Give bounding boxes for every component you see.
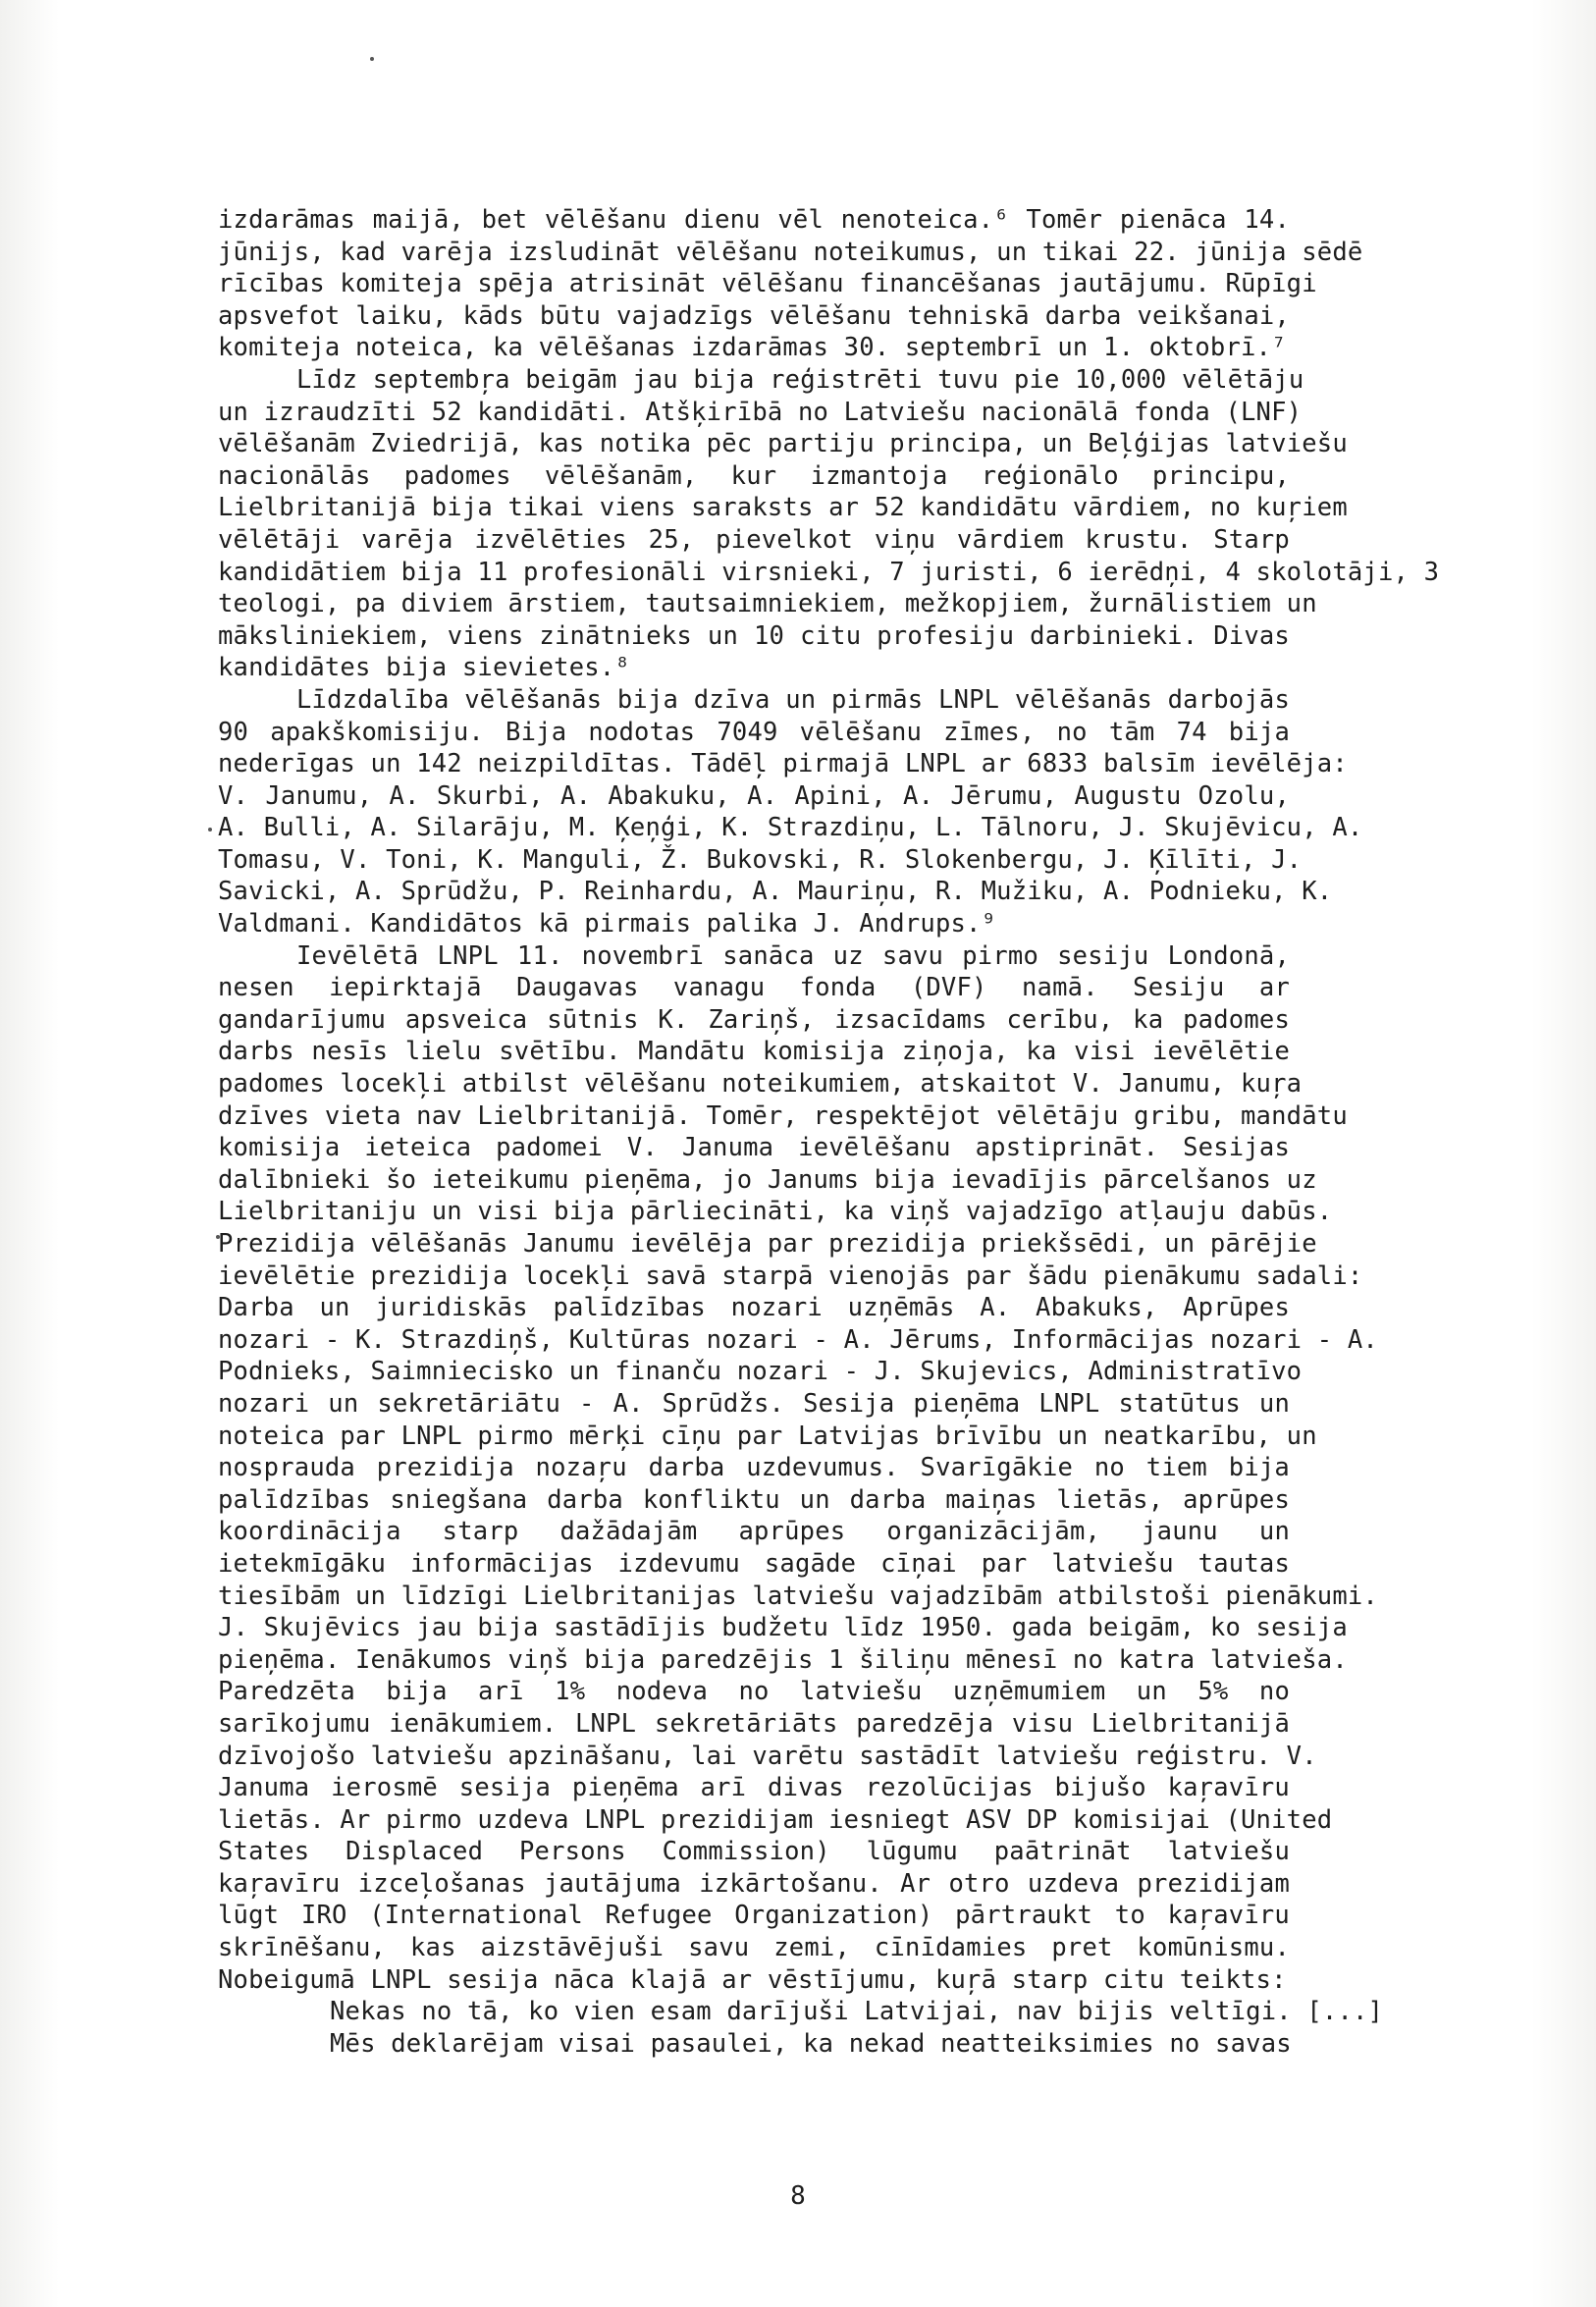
text-line: 90 apakškomisiju. Bija nodotas 7049 vēlēšanu zīmes, no tām 74 bija	[218, 717, 1290, 747]
paragraph	[218, 684, 1363, 940]
text-line: nosprauda prezidija nozaŗu darba uzdevumus. Svarīgākie no tiem bija	[218, 1453, 1290, 1483]
text-line: vēlētāji varēja izvēlēties 25, pievelkot viņu vārdiem krustu. Starp	[218, 524, 1290, 555]
text-line: apsvefot laiku, kāds būtu vajadzīgs vēlēšanu tehniskā darba veikšanai,	[218, 300, 1290, 331]
text-line: gandarījumu apsveica sūtnis K. Zariņš, izsacīdams cerību, ka padomes	[218, 1004, 1290, 1035]
text-line: Līdz septembŗa beigām jau bija reģistrēti tuvu pie 10,000 vēlētāju	[296, 364, 1304, 395]
text-line: Nekas no tā, ko vien esam darījuši Latvijai, nav bijis veltīgi. [...]	[330, 1997, 1384, 2027]
text-line: Lielbritanijā bija tikai viens saraksts ar 52 kandidātu vārdiem, no kuŗiem	[218, 493, 1348, 523]
text-line: tiesībām un līdzīgi Lielbritanijas latviešu vajadzībām atbilstoši pienākumi.	[218, 1581, 1378, 1611]
text-line: Paredzēta bija arī 1% nodeva no latviešu uzņēmumiem un 5% no	[218, 1677, 1290, 1707]
paragraph	[218, 364, 1440, 684]
text-line: lietās. Ar pirmo uzdeva LNPL prezidijam iesniegt ASV DP komisijai (United	[218, 1804, 1333, 1835]
text-line: nozari - K. Strazdiņš, Kultūras nozari - A. Jērums, Informācijas nozari - A.	[218, 1324, 1378, 1355]
text-line: Līdzdalība vēlēšanās bija dzīva un pirmās LNPL vēlēšanās darbojās	[296, 684, 1290, 715]
text-line: padomes locekļi atbilst vēlēšanu noteikumiem, atskaitot V. Janumu, kuŗa	[218, 1069, 1303, 1100]
text-line: Lielbritaniju un visi bija pārliecināti, ka viņš vajadzīgo atļauju dabūs.	[218, 1197, 1333, 1227]
paragraph	[218, 940, 1378, 1997]
text-line: nozari un sekretāriātu - A. Sprūdžs. Sesija pieņēma LNPL statūtus un	[218, 1388, 1290, 1419]
text-line: ievēlētie prezidija locekļi savā starpā vienojās par šādu pienākumu sadali:	[218, 1261, 1363, 1291]
text-line: pieņēma. Ienākumos viņš bija paredzējis 1 šiliņu mēnesī no katra latvieša.	[218, 1644, 1348, 1675]
text-line: Januma ierosmē sesija pieņēma arī divas rezolūcijas bijušo kaŗavīru	[218, 1773, 1290, 1803]
text-line: Mēs deklarējam visai pasaulei, ka nekad neatteiksimies no savas	[330, 2028, 1292, 2059]
text-line: palīdzības sniegšana darba konfliktu un darba maiņas lietās, aprūpes	[218, 1484, 1290, 1515]
paragraph	[218, 1996, 1384, 2060]
text-line: Podnieks, Saimniecisko un finanču nozari - J. Skujevics, Administratīvo	[218, 1357, 1303, 1387]
text-line: teologi, pa diviem ārstiem, tautsaimniekiem, mežkopjiem, žurnālistiem un	[218, 589, 1317, 619]
text-line: nacionālās padomes vēlēšanām, kur izmantoja reģionālo principu,	[218, 460, 1290, 491]
text-line: nesen iepirktajā Daugavas vanagu fonda (DVF) namā. Sesiju ar	[218, 973, 1290, 1003]
text-line: ietekmīgāku informācijas izdevumu sagāde cīņai par latviešu tautas	[218, 1548, 1290, 1579]
text-line: dalībnieki šo ieteikumu pieņēma, jo Janums bija ievadījis pārcelšanos uz	[218, 1164, 1317, 1195]
text-line: rīcības komiteja spēja atrisināt vēlēšanu financēšanas jautājumu. Rūpīgi	[218, 269, 1317, 299]
text-line: vēlēšanām Zviedrijā, kas notika pēc partiju principa, un Beļģijas latviešu	[218, 429, 1348, 459]
scan-speck	[370, 57, 374, 61]
text-line: jūnijs, kad varēja izsludināt vēlēšanu noteikumus, un tikai 22. jūnija sēdē	[218, 237, 1363, 267]
text-line: Ievēlētā LNPL 11. novembrī sanāca uz savu pirmo sesiju Londonā,	[296, 940, 1290, 971]
text-line: Darba un juridiskās palīdzības nozari uzņēmās A. Abakuks, Aprūpes	[218, 1293, 1290, 1323]
paragraph	[218, 204, 1363, 364]
text-line: Prezidija vēlēšanās Janumu ievēlēja par prezidija priekšsēdi, un pārējie	[218, 1229, 1317, 1259]
text-line: izdarāmas maijā, bet vēlēšanu dienu vēl nenoteica.⁶ Tomēr pienāca 14.	[218, 205, 1290, 235]
text-line: J. Skujēvics jau bija sastādījis budžetu līdz 1950. gada beigām, ko sesija	[218, 1613, 1348, 1643]
text-line: komisija ieteica padomei V. Januma ievēlēšanu apstiprināt. Sesijas	[218, 1133, 1290, 1163]
text-line: koordinācija starp dažādajām aprūpes organizācijām, jaunu un	[218, 1517, 1290, 1547]
text-line: kandidātiem bija 11 profesionāli virsnieki, 7 juristi, 6 ierēdņi, 4 skolotāji, 3	[218, 557, 1440, 587]
text-line: nederīgas un 142 neizpildītas. Tādēļ pirmajā LNPL ar 6833 balsīm ievēlēja:	[218, 749, 1348, 779]
text-line: lūgt IRO (International Refugee Organization) pārtraukt to kaŗavīru	[218, 1901, 1290, 1931]
text-line: V. Janumu, A. Skurbi, A. Abakuku, A. Apini, A. Jērumu, Augustu Ozolu,	[218, 780, 1290, 811]
text-line: dzīves vieta nav Lielbritanijā. Tomēr, respektējot vēlētāju gribu, mandātu	[218, 1100, 1348, 1131]
text-line: Nobeigumā LNPL sesija nāca klajā ar vēstījumu, kuŗā starp citu teikts:	[218, 1964, 1287, 1995]
text-line: Savicki, A. Sprūdžu, P. Reinhardu, A. Mauriņu, R. Mužiku, A. Podnieku, K.	[218, 877, 1333, 907]
text-line: noteica par LNPL pirmo mērķi cīņu par Latvijas brīvību un neatkarību, un	[218, 1421, 1317, 1451]
text-line: skrīnēšanu, kas aizstāvējuši savu zemi, cīnīdamies pret komūnismu.	[218, 1933, 1290, 1963]
text-line: dzīvojošo latviešu apzināšanu, lai varētu sastādīt latviešu reģistru. V.	[218, 1741, 1317, 1771]
scan-speck	[208, 828, 212, 832]
document-body	[218, 204, 1440, 2060]
text-line: States Displaced Persons Commission) lūgumu paātrināt latviešu	[218, 1837, 1290, 1867]
text-line: A. Bulli, A. Silarāju, M. Ķeņģi, K. Strazdiņu, L. Tālnoru, J. Skujēvicu, A.	[218, 813, 1363, 843]
text-line: komiteja noteica, ka vēlēšanas izdarāmas 30. septembrī un 1. oktobrī.⁷	[218, 333, 1287, 363]
text-line: Tomasu, V. Toni, K. Manguli, Ž. Bukovski, R. Slokenbergu, J. Ķīlīti, J.	[218, 844, 1303, 875]
text-line: sarīkojumu ienākumiem. LNPL sekretāriāts paredzēja visu Lielbritanijā	[218, 1708, 1290, 1739]
text-line: kaŗavīru izceļošanas jautājuma izkārtošanu. Ar otro uzdeva prezidijam	[218, 1868, 1290, 1899]
page-number: 8	[790, 2181, 806, 2211]
text-line: Valdmani. Kandidātos kā pirmais palika J. Andrups.⁹	[218, 909, 997, 939]
text-line: un izraudzīti 52 kandidāti. Atšķirībā no Latviešu nacionālā fonda (LNF)	[218, 397, 1303, 427]
text-line: kandidātes bija sievietes.⁸	[218, 653, 630, 683]
text-line: māksliniekiem, viens zinātnieks un 10 citu profesiju darbinieki. Divas	[218, 620, 1290, 651]
text-line: darbs nesīs lielu svētību. Mandātu komisija ziņoja, ka visi ievēlētie	[218, 1037, 1290, 1067]
